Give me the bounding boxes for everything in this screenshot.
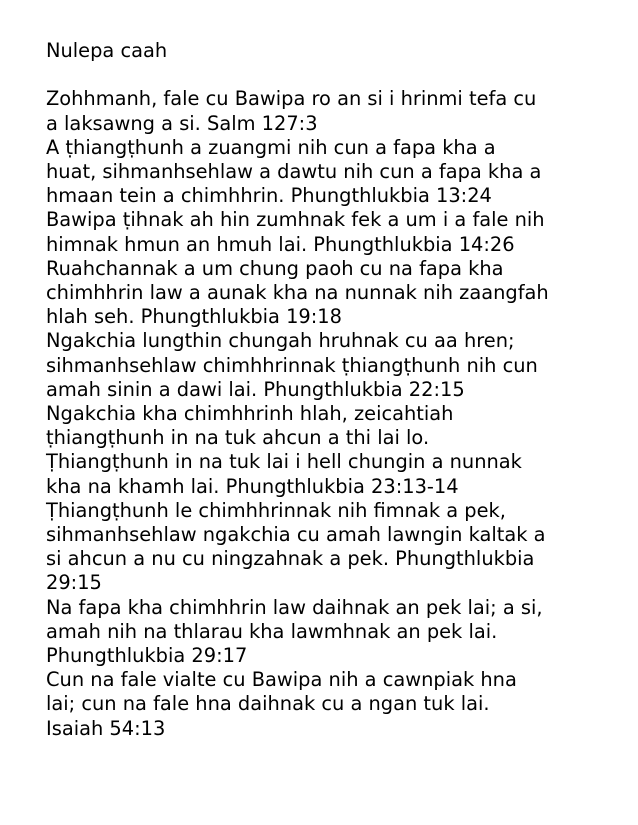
text-line: Ṭhiangṭhunh in na tuk lai i hell chungin a nunnak — [46, 450, 522, 474]
text-line: Isaiah 54:13 — [46, 716, 166, 740]
text-line: sihmanhsehlaw chimhhrinnak ṭhiangṭhunh nih cun — [46, 353, 538, 377]
text-line: si ahcun a nu cu ningzahnak a pek. Phungthlukbia — [46, 547, 535, 571]
text-line: Zohhmanh, fale cu Bawipa ro an si i hrinmi tefa cu — [46, 87, 537, 111]
text-line: amah sinin a dawi lai. Phungthlukbia 22:15 — [46, 377, 465, 401]
document-page — [46, 39, 606, 741]
text-line: chimhhrin law a aunak kha na nunnak nih zaangfah — [46, 281, 549, 304]
text-line: Ngakchia kha chimhhrinh hlah, zeicahtiah — [46, 402, 454, 426]
text-line: Ṭhiangṭhunh le chimhhrinnak nih fimnak a pek, — [46, 498, 506, 522]
text-line: sihmanhsehlaw ngakchia cu amah lawngin kaltak a — [46, 523, 546, 547]
text-line: Ngakchia lungthin chungah hruhnak cu aa hren; — [46, 329, 515, 353]
text-line: hmaan tein a chimhhrin. Phungthlukbia 13:24 — [46, 184, 492, 208]
text-line: 29:15 — [46, 571, 102, 595]
text-line: himnak hmun an hmuh lai. Phungthlukbia 14:26 — [46, 232, 515, 256]
text-line: lai; cun na fale hna daihnak cu a ngan tuk lai. — [46, 692, 490, 716]
text-line: Ruahchannak a um chung paoh cu na fapa kha — [46, 256, 504, 280]
document-body — [46, 87, 606, 740]
text-line: kha na khamh lai. Phungthlukbia 23:13-14 — [46, 474, 459, 498]
document-title: Nulepa caah — [46, 39, 168, 62]
text-line: Cun na fale vialte cu Bawipa nih a cawnpiak hna — [46, 668, 517, 692]
text-line: hlah seh. Phungthlukbia 19:18 — [46, 305, 342, 329]
text-line: A ṭhiangṭhunh a zuangmi nih cun a fapa kha a — [46, 135, 496, 159]
text-line: Phungthlukbia 29:17 — [46, 644, 248, 668]
text-line: amah nih na thlarau kha lawmhnak an pek lai. — [46, 619, 498, 643]
text-line: Na fapa kha chimhhrin law daihnak an pek lai; a si, — [46, 595, 543, 619]
text-line: huat, sihmanhsehlaw a dawtu nih cun a fapa kha a — [46, 159, 542, 183]
text-line: ṭhiangṭhunh in na tuk ahcun a thi lai lo. — [46, 426, 430, 450]
blank-line — [46, 63, 606, 87]
text-line: Bawipa ṭihnak ah hin zumhnak fek a um i a fale nih — [46, 208, 545, 232]
text-line: a laksawng a si. Salm 127:3 — [46, 111, 318, 135]
